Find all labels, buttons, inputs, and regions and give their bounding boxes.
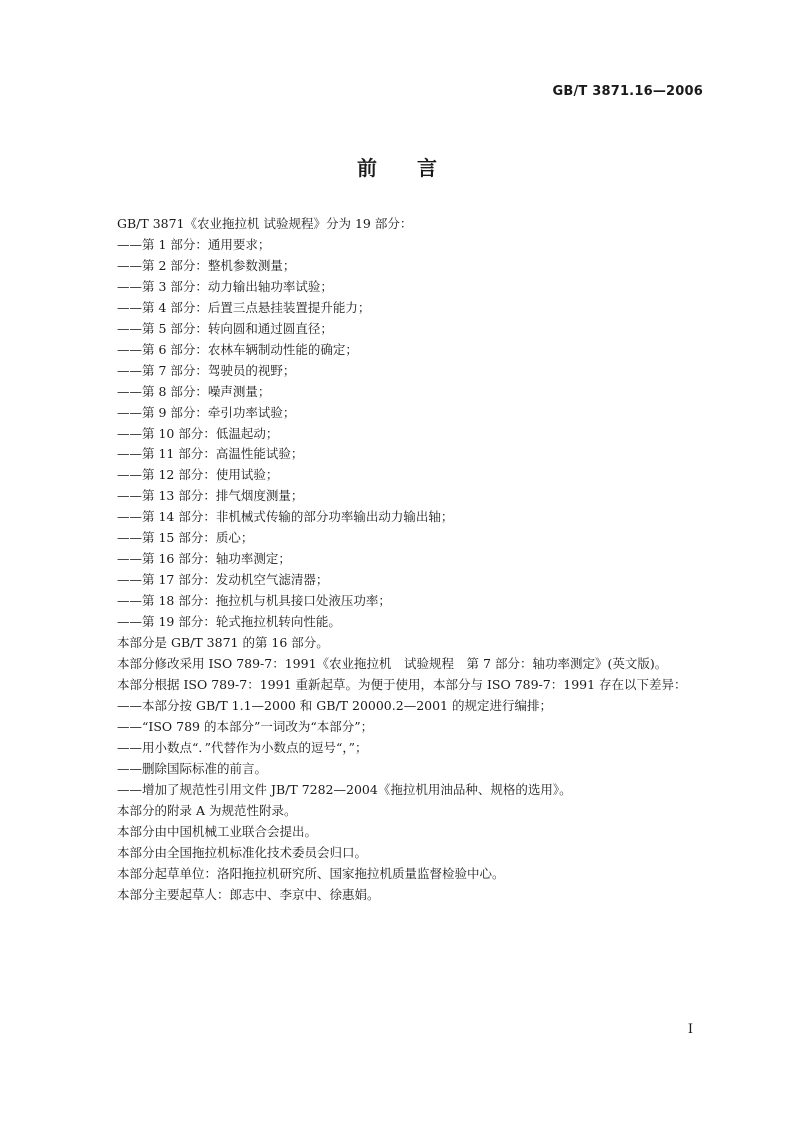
body-line: ——第 19 部分：轮式拖拉机转向性能。: [117, 614, 341, 630]
body-line: ——第 5 部分：转向圆和通过圆直径；: [117, 320, 333, 336]
page-number: I: [687, 1022, 693, 1037]
page-title: 前言: [357, 156, 477, 180]
body-line: ——第 12 部分：使用试验；: [117, 467, 279, 483]
body-line: ——用小数点“．”代替作为小数点的逗号“，”；: [117, 739, 368, 755]
body-line: ——第 18 部分：拖拉机与机具接口处液压功率；: [117, 593, 391, 609]
body-line: ——第 7 部分：驾驶员的视野；: [117, 362, 296, 378]
body-line: ——第 13 部分：排气烟度测量；: [117, 488, 304, 504]
body-line: ——第 6 部分：农林车辆制动性能的确定；: [117, 341, 358, 357]
body-line: 本部分由全国拖拉机标准化技术委员会归口。: [117, 844, 368, 860]
body-line: GB/T 3871《农业拖拉机 试验规程》分为 19 部分：: [117, 216, 413, 231]
body-line: ——增加了规范性引用文件 JB/T 7282—2004《拖拉机用油品种、规格的选用》。: [117, 781, 572, 797]
body-line: 本部分是 GB/T 3871 的第 16 部分。: [117, 635, 329, 651]
body-line: 本部分根据 ISO 789-7：1991 重新起草。为便于使用，本部分与 ISO 789-7：1991 存在以下差异：: [117, 676, 687, 692]
body-line: ——第 8 部分：噪声测量；: [117, 383, 271, 399]
body-line: ——第 16 部分：轴功率测定；: [117, 551, 291, 567]
body-line: ——第 9 部分：牵引功率试验；: [117, 404, 296, 420]
body-line: ——第 17 部分：发动机空气滤清器；: [117, 572, 329, 588]
body-line: ——第 10 部分：低温起动；: [117, 425, 279, 441]
body-line: ——第 14 部分：非机械式传输的部分功率输出动力输出轴；: [117, 509, 454, 525]
body-line: ——删除国际标准的前言。: [117, 760, 268, 776]
body-line: ——第 11 部分：高温性能试验；: [117, 446, 304, 462]
body-line: ——“ISO 789 的本部分”一词改为“本部分”；: [117, 718, 374, 734]
body-line: ——第 3 部分：动力输出轴功率试验；: [117, 278, 333, 294]
body-line: 本部分修改采用 ISO 789-7：1991《农业拖拉机 试验规程 第 7 部分：轴功率测定》(英文版)。: [117, 656, 668, 672]
standard-number: GB/T 3871.16—2006: [552, 84, 703, 99]
body-line: ——第 15 部分：质心；: [117, 530, 254, 546]
body-line: ——第 2 部分：整机参数测量；: [117, 257, 296, 273]
body-line: 本部分由中国机械工业联合会提出。: [117, 823, 318, 839]
foreword-body: [117, 214, 717, 905]
body-line: ——本部分按 GB/T 1.1—2000 和 GB/T 20000.2—2001 的规定进行编排；: [117, 697, 552, 713]
body-line: 本部分的附录 A 为规范性附录。: [117, 802, 297, 818]
body-line: 本部分主要起草人：郎志中、李京中、徐惠娟。: [117, 886, 380, 902]
body-line: ——第 4 部分：后置三点悬挂装置提升能力；: [117, 299, 371, 315]
body-line: ——第 1 部分：通用要求；: [117, 236, 271, 252]
body-line: 本部分起草单位：洛阳拖拉机研究所、国家拖拉机质量监督检验中心。: [117, 865, 505, 881]
